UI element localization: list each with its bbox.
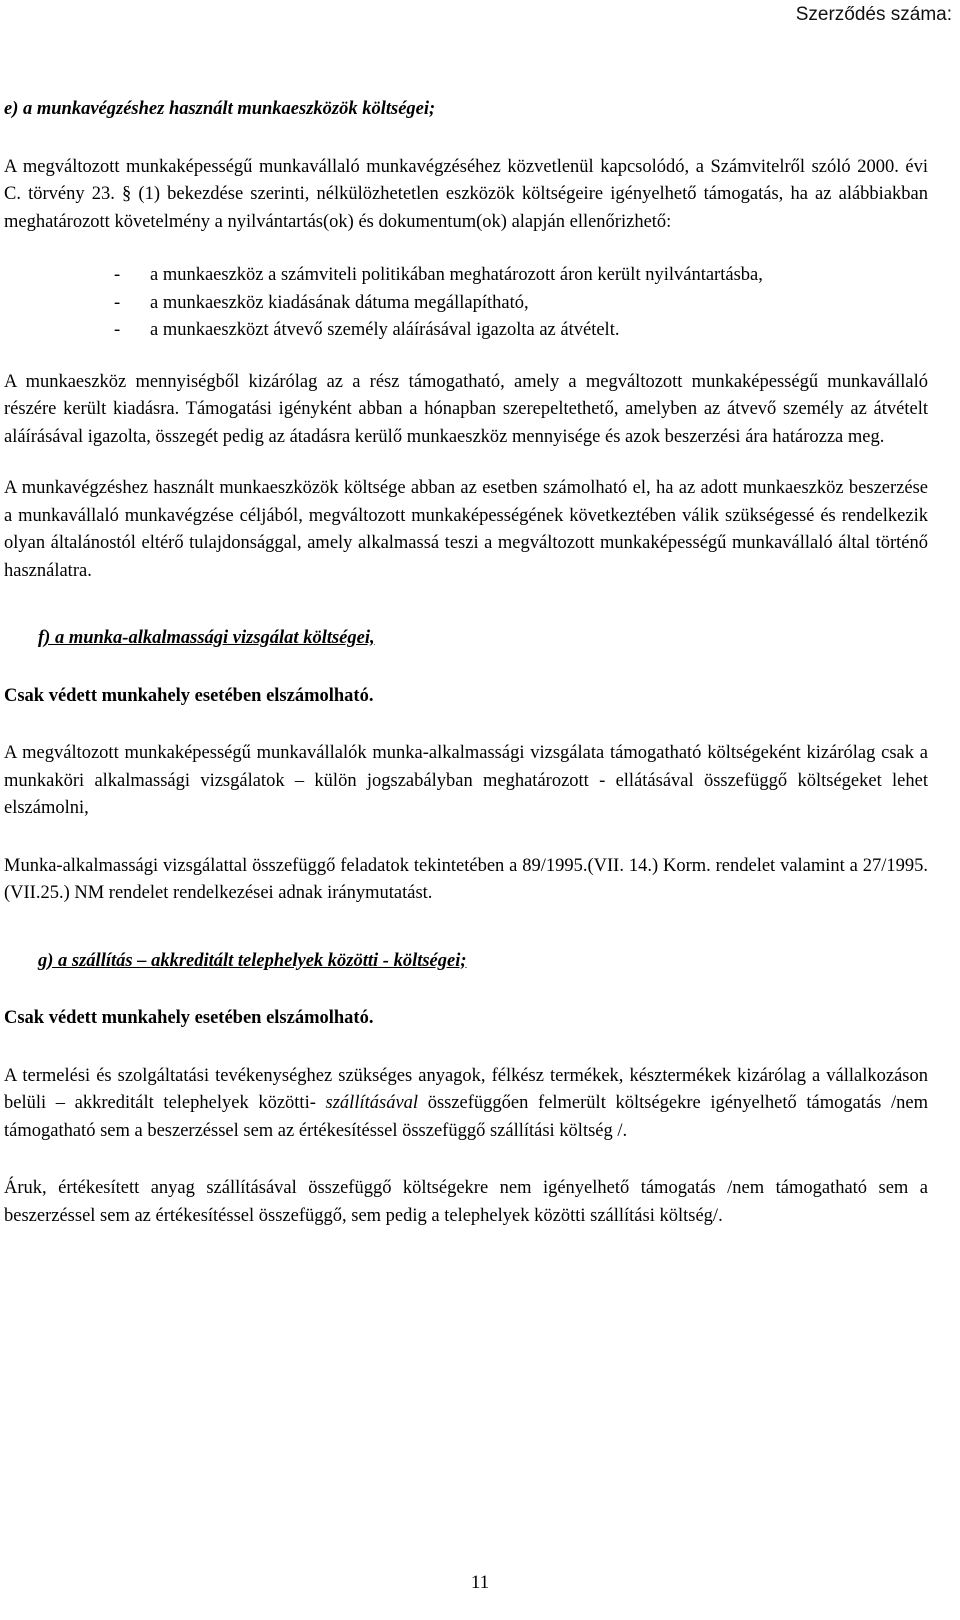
section-g-paragraph-1-part-a: A termelési és szolgáltatási tevékenységhez szükséges anyagok, félkész termékek, késztermékek kizárólag a vállalkozáson belüli – akkreditált telephelyek közötti-	[4, 1065, 928, 1113]
section-f-paragraph-1: A megváltozott munkaképességű munkavállalók munka-alkalmassági vizsgálata támogatható költségeként kizárólag csak a munkaköri alkalmassági vizsgálatok – külön jogszabályban meghatározott - ellátásával összefüggő költségeket lehet elszámolni,	[4, 743, 928, 818]
document-body	[4, 96, 928, 1230]
section-f-note: Csak védett munkahely esetében elszámolható.	[4, 685, 374, 706]
page-number: 11	[470, 1572, 490, 1593]
contract-number-label: Szerződés száma:	[795, 4, 952, 25]
list-item: - a munkaeszközt átvevő személy aláírásával igazolta az átvételt.	[150, 317, 928, 345]
section-e-heading: e) a munkavégzéshez használt munkaeszközök költségei;	[4, 99, 436, 119]
section-g-paragraph-1	[4, 1063, 928, 1146]
section-g-note: Csak védett munkahely esetében elszámolható.	[4, 1008, 374, 1028]
section-f-paragraph-2: Munka-alkalmassági vizsgálattal összefüggő feladatok tekintetében a 89/1995.(VII. 14.) Korm. rendelet valamint a 27/1995.(VII.25.) NM rendelet rendelkezései adnak iránymutatást.	[4, 855, 928, 903]
list-item: - a munkaeszköz kiadásának dátuma megállapítható,	[150, 290, 928, 318]
section-g-heading: g) a szállítás – akkreditált telephelyek közötti - költségei;	[38, 950, 467, 971]
requirements-list	[4, 262, 928, 345]
section-g-paragraph-2: Áruk, értékesített anyag szállításával összefüggő költségekre nem igényelhető támogatás /nem támogatható sem a beszerzéssel sem az értékesítéssel összefüggő, sem pedig a telephelyek közötti szállítási költség/.	[4, 1178, 928, 1226]
section-e-paragraph-3: A munkavégzéshez használt munkaeszközök költsége abban az esetben számolható el, ha az adott munkaeszköz beszerzése a munkavállaló munkavégzése céljából, megváltozott munkaképességének következtében válik szükségessé és rendelkezik olyan általánostól eltérő tulajdonsággal, amely alkalmassá teszi a megváltozott munkaképességű munkavállaló által történő használatra.	[4, 478, 928, 581]
section-e-paragraph-2: A munkaeszköz mennyiségből kizárólag az a rész támogatható, amely a megváltozott munkaképességű munkavállaló részére került kiadásra. Támogatási igényként abban a hónapban szerepeltethető, amelyben az átvevő személy az átvételt aláírásával igazolta, összegét pedig az átadásra kerülő munkaeszköz mennyisége és azok beszerzési ára határozza meg.	[4, 371, 928, 447]
section-e-paragraph-1: A megváltozott munkaképességű munkavállaló munkavégzéséhez közvetlenül kapcsolódó, a Számvitelről szóló 2000. évi C. törvény 23. § (1) bekezdése szerinti, nélkülözhetetlen eszközök költségeire igényelhető támogatás, ha az alábbiakban meghatározott követelmény a nyilvántartás(ok) és dokumentum(ok) alapján ellenőrizhető:	[4, 156, 928, 232]
section-g-paragraph-1-italic: szállításával	[325, 1093, 419, 1113]
list-item: - a munkaeszköz a számviteli politikában meghatározott áron került nyilvántartásba,	[150, 262, 928, 290]
section-f-heading: f) a munka-alkalmassági vizsgálat költségei,	[38, 628, 375, 648]
section-g-paragraph-1-part-b: összefüggően felmerült költségekre igényelhető támogatás /nem támogatható sem a beszerzéssel sem az értékesítéssel összefüggő szállítási költség /.	[4, 1093, 928, 1141]
